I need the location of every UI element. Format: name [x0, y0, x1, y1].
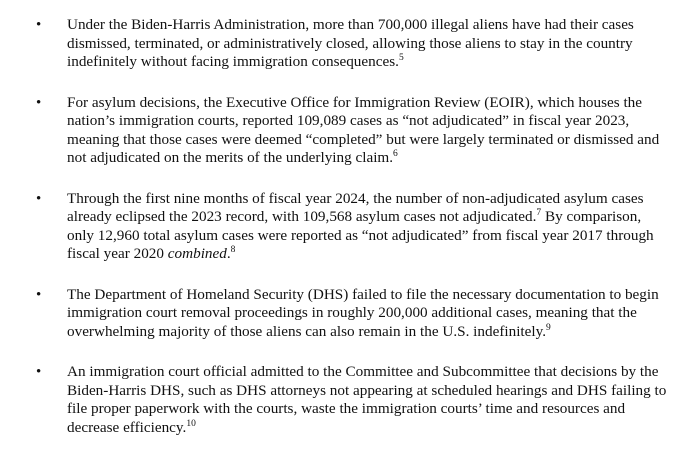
bullet-text-continued: By comparison, only 12,960 total asylum cases were reported as “not adjudicated” from fiscal year 2017 through fiscal year 2020 — [67, 208, 654, 262]
bullet-text: The Department of Homeland Security (DHS) failed to file the necessary documentation to begin immigration court removal proceedings in roughly 200,000 additional cases, meaning that the overwhelming majority of those aliens can also remain in the U.S. indefinitely. — [67, 285, 659, 340]
bullet-item-fiscal-2024 — [0, 190, 670, 264]
bullet-item-court-official — [0, 363, 670, 437]
bullet-text: Through the first nine months of fiscal year 2024, the number of non-adjudicated asylum cases already eclipsed the 2023 record, with 109,568 asylum cases not adjudicated. — [67, 189, 644, 225]
bullet-marker: • — [36, 94, 42, 111]
bullet-text: Under the Biden-Harris Administration, more than 700,000 illegal aliens have had their cases dismissed, terminated, or administratively closed, allowing those aliens to stay in the country indefinitely without facing immigration consequences. — [67, 16, 634, 70]
bullet-item-asylum-decisions — [0, 94, 670, 168]
footnote-ref: 6 — [393, 149, 398, 159]
bullet-text: For asylum decisions, the Executive Office for Immigration Review (EOIR), which houses the nation’s immigration courts, reported 109,089 cases as “not adjudicated” in fiscal year 2023, meaning that those cases were deemed “completed” but were largely terminated or dismissed and not adjudicated on the merits of the underlying claim. — [67, 93, 660, 166]
bullet-text-period: . — [226, 245, 231, 262]
footnote-ref: 9 — [546, 322, 551, 333]
bullet-marker: • — [36, 364, 42, 380]
bullet-item-dismissed-cases — [0, 16, 670, 72]
bullet-marker: • — [36, 17, 42, 33]
bullet-list — [0, 16, 670, 437]
footnote-ref: 7 — [536, 208, 542, 218]
footnote-ref: 10 — [186, 418, 196, 429]
bullet-marker: • — [36, 190, 42, 207]
bullet-text: An immigration court official admitted to the Committee and Subcommittee that decisions by the Biden-Harris DHS, such as DHS attorneys not appearing at scheduled hearings and DHS failing to file proper paperwork with the courts, waste the immigration courts’ time and resources and decrease efficiency. — [67, 363, 667, 436]
bullet-item-dhs-failed-filing — [0, 286, 670, 342]
footnote-ref: 8 — [230, 245, 236, 255]
bullet-marker: • — [36, 286, 42, 303]
emphasis-combined: combined — [167, 245, 227, 262]
footnote-ref: 5 — [398, 53, 404, 63]
